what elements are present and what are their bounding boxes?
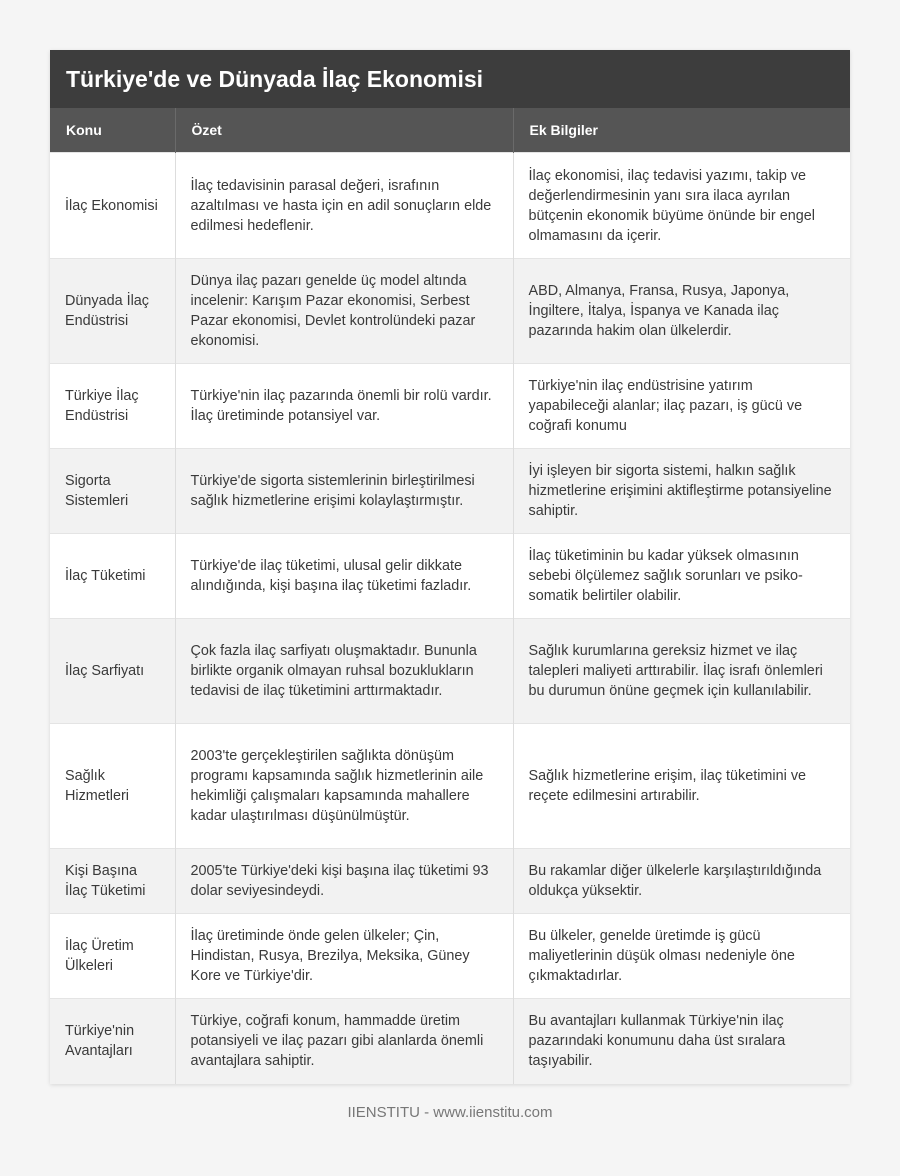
cell-ozet: 2003'te gerçekleştirilen sağlıkta dönüşüm programı kapsamında sağlık hizmetlerinin aile hekimliği çalışmaları kapsamında mahallere kadar ulaştırılması düşünülmüştür.	[175, 724, 513, 849]
cell-ek-bilgiler: Bu ülkeler, genelde üretimde iş gücü maliyetlerinin düşük olması nedeniyle öne çıkmaktadırlar.	[513, 914, 850, 999]
table-row	[50, 153, 850, 259]
cell-konu: Sigorta Sistemleri	[50, 449, 175, 534]
cell-ozet: Türkiye'nin ilaç pazarında önemli bir rolü vardır. İlaç üretiminde potansiyel var.	[175, 364, 513, 449]
table-row	[50, 619, 850, 724]
cell-konu: Türkiye'nin Avantajları	[50, 999, 175, 1084]
cell-konu: Sağlık Hizmetleri	[50, 724, 175, 849]
footer-source: IIENSTITU - www.iienstitu.com	[347, 1104, 553, 1121]
table-row	[50, 449, 850, 534]
cell-konu: Kişi Başına İlaç Tüketimi	[50, 849, 175, 914]
table-title: Türkiye'de ve Dünyada İlaç Ekonomisi	[50, 50, 850, 108]
table-row	[50, 999, 850, 1084]
data-table	[50, 108, 850, 1084]
cell-ek-bilgiler: Sağlık hizmetlerine erişim, ilaç tüketimini ve reçete edilmesini artırabilir.	[513, 724, 850, 849]
table-row	[50, 914, 850, 999]
cell-ek-bilgiler: ABD, Almanya, Fransa, Rusya, Japonya, İngiltere, İtalya, İspanya ve Kanada ilaç pazarında hakim olan ülkelerdir.	[513, 259, 850, 364]
cell-ozet: Dünya ilaç pazarı genelde üç model altında incelenir: Karışım Pazar ekonomisi, Serbest Pazar ekonomisi, Devlet kontrolündeki pazar ekonomisi.	[175, 259, 513, 364]
cell-konu: Türkiye İlaç Endüstrisi	[50, 364, 175, 449]
column-header-konu: Konu	[50, 108, 175, 153]
table-row	[50, 259, 850, 364]
cell-ek-bilgiler: Bu rakamlar diğer ülkelerle karşılaştırıldığında oldukça yüksektir.	[513, 849, 850, 914]
cell-konu: İlaç Ekonomisi	[50, 153, 175, 259]
cell-konu: İlaç Sarfiyatı	[50, 619, 175, 724]
cell-konu: İlaç Tüketimi	[50, 534, 175, 619]
table-row	[50, 534, 850, 619]
table-row	[50, 724, 850, 849]
cell-ozet: İlaç tedavisinin parasal değeri, israfının azaltılması ve hasta için en adil sonuçların elde edilmesi hedeflenir.	[175, 153, 513, 259]
cell-konu: Dünyada İlaç Endüstrisi	[50, 259, 175, 364]
cell-ek-bilgiler: Türkiye'nin ilaç endüstrisine yatırım yapabileceği alanlar; ilaç pazarı, iş gücü ve coğrafi konumu	[513, 364, 850, 449]
cell-ozet: Çok fazla ilaç sarfiyatı oluşmaktadır. Bununla birlikte organik olmayan ruhsal bozuklukların tedavisi de ilaç tüketimini arttırmaktadır.	[175, 619, 513, 724]
cell-ek-bilgiler: İyi işleyen bir sigorta sistemi, halkın sağlık hizmetlerine erişimini aktifleştirme potansiyeline sahiptir.	[513, 449, 850, 534]
cell-ek-bilgiler: İlaç ekonomisi, ilaç tedavisi yazımı, takip ve değerlendirmesinin yanı sıra ilaca ayrılan bütçenin ekonomik büyüme önünde bir engel olmamasını da içerir.	[513, 153, 850, 259]
cell-ozet: Türkiye'de ilaç tüketimi, ulusal gelir dikkate alındığında, kişi başına ilaç tüketimi fazladır.	[175, 534, 513, 619]
cell-ozet: Türkiye'de sigorta sistemlerinin birleştirilmesi sağlık hizmetlerine erişimi kolaylaştırmıştır.	[175, 449, 513, 534]
column-header-ozet: Özet	[175, 108, 513, 153]
table-row	[50, 364, 850, 449]
cell-ozet: Türkiye, coğrafi konum, hammadde üretim potansiyeli ve ilaç pazarı gibi alanlarda önemli avantajlara sahiptir.	[175, 999, 513, 1084]
cell-ek-bilgiler: Sağlık kurumlarına gereksiz hizmet ve ilaç talepleri maliyeti arttırabilir. İlaç israfı önlemleri bu durumun önüne geçmek için kullanılabilir.	[513, 619, 850, 724]
cell-ozet: 2005'te Türkiye'deki kişi başına ilaç tüketimi 93 dolar seviyesindeydi.	[175, 849, 513, 914]
table-card	[50, 50, 850, 1084]
header-row	[50, 108, 850, 153]
cell-ek-bilgiler: İlaç tüketiminin bu kadar yüksek olmasının sebebi ölçülemez sağlık sorunları ve psiko-somatik belirtiler olabilir.	[513, 534, 850, 619]
column-header-ek-bilgiler: Ek Bilgiler	[513, 108, 850, 153]
table-row	[50, 849, 850, 914]
cell-ek-bilgiler: Bu avantajları kullanmak Türkiye'nin ilaç pazarındaki konumunu daha üst sıralara taşıyabilir.	[513, 999, 850, 1084]
cell-konu: İlaç Üretim Ülkeleri	[50, 914, 175, 999]
cell-ozet: İlaç üretiminde önde gelen ülkeler; Çin, Hindistan, Rusya, Brezilya, Meksika, Güney Kore ve Türkiye'dir.	[175, 914, 513, 999]
